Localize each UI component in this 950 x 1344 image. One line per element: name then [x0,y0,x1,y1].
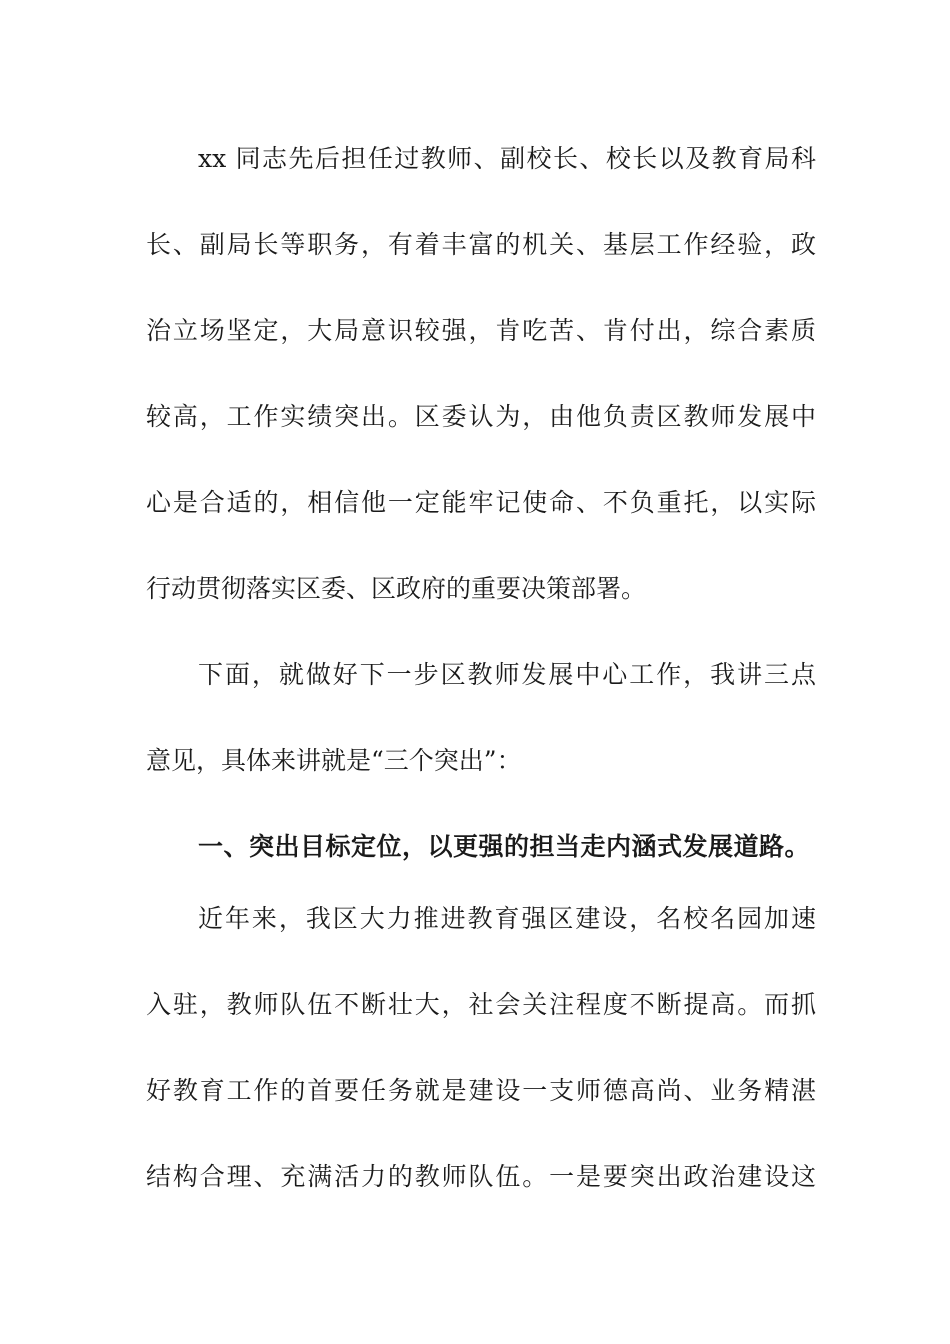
paragraph-1-line-2: 长、副局长等职务，有着丰富的机关、基层工作经验，政 [146,230,816,259]
paragraph-1-line-5: 心是合适的，相信他一定能牢记使命、不负重托，以实际 [146,488,816,517]
paragraph-2-line-2: 意见，具体来讲就是“三个突出”： [146,746,522,775]
paragraph-1-line-4: 较高，工作实绩突出。区委认为，由他负责区教师发展中 [146,402,816,431]
paragraph-3-line-3: 好教育工作的首要任务就是建设一支师德高尚、业务精湛 [146,1076,816,1105]
paragraph-3-line-4: 结构合理、充满活力的教师队伍。一是要突出政治建设这 [146,1162,816,1191]
paragraph-3-line-2: 入驻，教师队伍不断壮大，社会关注程度不断提高。而抓 [146,990,816,1019]
section-heading-1: 一、突出目标定位，以更强的担当走内涵式发展道路。 [198,832,811,861]
paragraph-2-line-1: 下面，就做好下一步区教师发展中心工作，我讲三点 [198,660,816,689]
paragraph-1-line-3: 治立场坚定，大局意识较强，肯吃苦、肯付出，综合素质 [146,316,816,345]
paragraph-3-line-1: 近年来，我区大力推进教育强区建设，名校名园加速 [198,904,816,933]
paragraph-1-line-6: 行动贯彻落实区委、区政府的重要决策部署。 [146,574,647,603]
paragraph-1-line-1: xx 同志先后担任过教师、副校长、校长以及教育局科 [198,144,816,173]
